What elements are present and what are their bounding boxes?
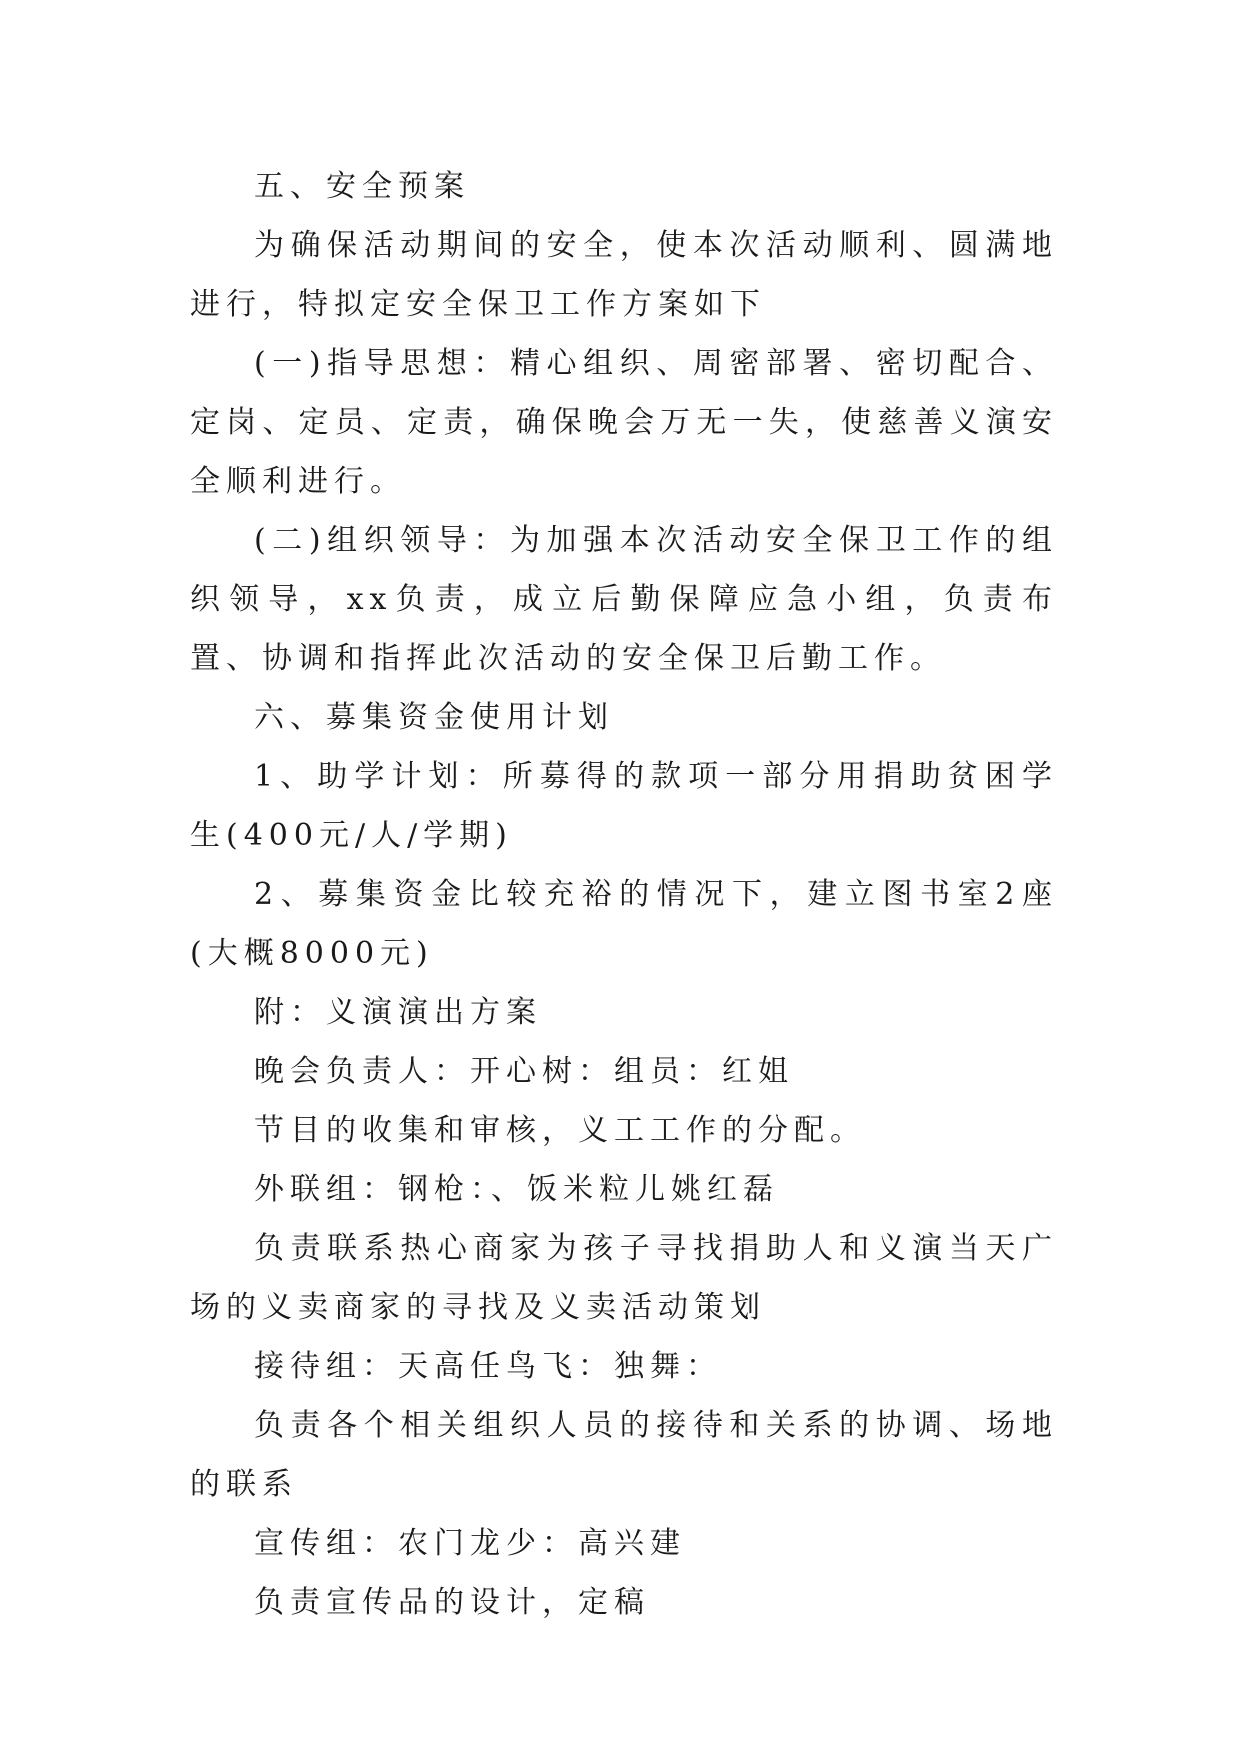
paragraph-library-plan: 2、募集资金比较充裕的情况下，建立图书室2座(大概8000元) [190, 877, 1058, 971]
heading-fund-usage-plan: 六、募集资金使用计划 [254, 700, 614, 735]
heading-performance-plan: 附：义演演出方案 [254, 995, 542, 1030]
paragraph-reception-group: 接待组：天高任鸟飞：独舞： [254, 1349, 722, 1384]
paragraph-publicity-duties: 负责宣传品的设计，定稿 [254, 1585, 650, 1620]
paragraph-reception-duties: 负责各个相关组织人员的接待和关系的协调、场地的联系 [190, 1408, 1058, 1502]
paragraph-gala-lead: 晚会负责人：开心树：组员：红姐 [254, 1054, 794, 1089]
paragraph-study-aid-plan: 1、助学计划：所募得的款项一部分用捐助贫困学生(400元/人/学期) [190, 759, 1058, 853]
paragraph-publicity-group: 宣传组：农门龙少：高兴建 [254, 1526, 686, 1561]
paragraph-safety-intro: 为确保活动期间的安全，使本次活动顺利、圆满地进行，特拟定安全保卫工作方案如下 [190, 228, 1058, 322]
paragraph-liaison-group: 外联组：钢枪：、饭米粒儿姚红磊 [254, 1172, 779, 1207]
document-body [190, 157, 1058, 1632]
paragraph-gala-duties: 节目的收集和审核，义工工作的分配。 [254, 1113, 866, 1148]
paragraph-liaison-duties: 负责联系热心商家为孩子寻找捐助人和义演当天广场的义卖商家的寻找及义卖活动策划 [190, 1231, 1058, 1325]
heading-safety-plan: 五、安全预案 [254, 169, 470, 204]
paragraph-organization-leadership: (二)组织领导：为加强本次活动安全保卫工作的组织领导，xx负责，成立后勤保障应急小组，负责布置、协调和指挥此次活动的安全保卫后勤工作。 [190, 523, 1058, 676]
paragraph-guiding-idea: (一)指导思想：精心组织、周密部署、密切配合、定岗、定员、定责，确保晚会万无一失，使慈善义演安全顺利进行。 [190, 346, 1058, 499]
